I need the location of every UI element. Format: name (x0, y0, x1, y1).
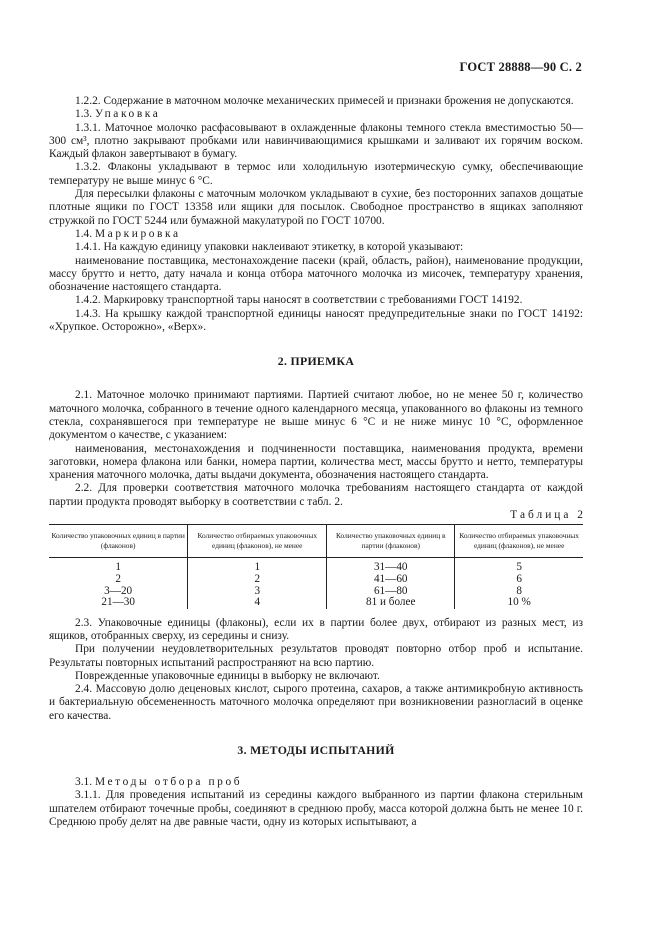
table-cell: 6 (455, 574, 583, 586)
table-cell: 81 и более (327, 597, 455, 609)
paragraph-1-4-2: 1.4.2. Маркировку транспортной тары наносят в соответствии с требованиями ГОСТ 14192. (75, 294, 523, 307)
subheading-3-1-number: 3.1. (75, 776, 93, 789)
paragraph-2-1: 2.1. Маточное молочко принимают партиями. Партией считают любое, но не менее 50 г, количество маточного молочка, собранного в течение одного календарного месяца, упакованного во флаконы из темного стекла, сохранявшегося при температуре не выше минус 6 °С и не ниже минус 10 °С, оформленное документом о качестве, с указанием: (49, 389, 583, 442)
table-cell: 2 (115, 572, 121, 585)
paragraph-1-2-2: 1.2.2. Содержание в маточном молочке механических примесей и признаки брожения не допускаются. (75, 95, 574, 107)
subheading-1-4-title: Маркировка (94, 227, 181, 240)
subheading-3-1-title: Методы отбора проб (94, 776, 243, 789)
table-header-cell: Количество упаковочных единиц в партии (флаконов) (49, 525, 188, 558)
document-body (49, 95, 586, 829)
table-cell: 1 (115, 561, 121, 574)
subheading-1-3-title: Упаковка (94, 108, 161, 121)
table-header-row (49, 525, 583, 558)
table-header-cell: Количество отбираемых упаковочных единиц (флаконов), не менее (455, 525, 583, 558)
paragraph-1-4-3: 1.4.3. На крышку каждой транспортной единицы наносят предупредительные знаки по ГОСТ 14192: «Хрупкое. Осторожно», «Верх». (49, 307, 583, 334)
table-cell: 10 % (455, 597, 583, 609)
table-cell: 61—80 (327, 586, 455, 598)
subheading-1-3 (49, 108, 583, 121)
table-cell: 8 (455, 586, 583, 598)
paragraph-2-1-list: наименования, местонахождения и подчиненности поставщика, наименования продукта, времени заготовки, номера флакона или банки, номера партии, количества мест, массы брутто и нетто, температуры хранения маточного молочка, даты выдачи документа, обозначения настоящего стандарта. (49, 442, 583, 482)
subheading-1-3-number: 1.3. (75, 108, 93, 121)
table-cell: 2 (188, 574, 327, 586)
section-3-heading: 3. МЕТОДЫ ИСПЫТАНИЙ (237, 743, 395, 758)
subheading-1-4 (49, 228, 583, 241)
paragraph-2-3-retest: При получении неудовлетворительных результатов проводят повторно отбор проб и испытание. Результаты повторных испытаний распространяют на всю партию. (49, 643, 583, 669)
table-cell: 3 (188, 586, 327, 598)
table-row (49, 558, 583, 574)
table-cell: 41—60 (327, 574, 455, 586)
table-header-cell: Количество отбираемых упаковочных единиц (флаконов), не менее (188, 525, 327, 558)
table-cell: 1 (188, 558, 327, 574)
paragraph-3-1-1: 3.1.1. Для проведения испытаний из середины каждого выбранного из партии флакона стерильным шпателем отбирают точечные пробы, соединяют в среднюю пробу, масса которой должна быть не менее 10 г. Среднюю пробу делят на две равные части, одну из которых испытывают, а (49, 789, 583, 828)
page-header: ГОСТ 28888—90 С. 2 (459, 60, 582, 74)
paragraph-2-2: 2.2. Для проверки соответствия маточного молочка требованиям настоящего стандарта от каждой партии продукта проводят выборку в соответствии с табл. 2. (49, 482, 583, 508)
subheading-1-4-number: 1.4. (75, 227, 93, 240)
table-cell: 31—40 (327, 558, 455, 574)
section-2-heading: 2. ПРИЕМКА (277, 354, 355, 369)
table-cell: 21—30 (101, 596, 135, 609)
paragraph-shipping: Для пересылки флаконы с маточным молочком укладывают в сухие, без посторонних запахов дощатые плотные ящики по ГОСТ 13358 или ящики для посылок. Свободное пространство в ящиках заполняют стружкой по ГОСТ 5244 или бумажной макулатурой по ГОСТ 10700. (49, 188, 583, 227)
paragraph-1-3-2: 1.3.2. Флаконы укладывают в термос или холодильную изотермическую сумку, обеспечивающие температуру не выше минус 6 °С. (49, 161, 583, 187)
paragraph-2-3-damaged: Поврежденные упаковочные единицы в выборку не включают. (75, 669, 380, 682)
paragraph-2-4: 2.4. Массовую долю деценовых кислот, сырого протеина, сахаров, а также антимикробную активность и бактериальную обсемененность маточного молочка определяют при возникновении разногласий в оценке его качества. (49, 683, 583, 722)
table-cell: 5 (455, 558, 583, 574)
table-cell: 3—20 (104, 584, 133, 597)
subheading-3-1 (49, 776, 583, 789)
paragraph-1-4-1-list: наименование поставщика, местонахождение пасеки (край, область, район), наименование продукции, массу брутто и нетто, дату начала и конца отбора маточного молочка из мисочек, температуру хранения, обозначение настоящего стандарта. (49, 254, 583, 294)
sampling-table (49, 524, 583, 608)
paragraph-1-3-1: 1.3.1. Маточное молочко расфасовывают в охлажденные флаконы темного стекла вместимостью 50—300 см³, плотно закрывают пробками или навинчивающимися крышками и заливают их горячим воском. Каждый флакон завертывают в бумагу. (49, 121, 583, 161)
table-row (49, 597, 583, 609)
table-row (49, 574, 583, 586)
paragraph-1-4-1: 1.4.1. На каждую единицу упаковки наклеивают этикетку, в которой указывают: (75, 241, 464, 254)
table-caption: Таблица 2 (510, 509, 586, 522)
table-cell: 4 (188, 597, 327, 609)
table-header-cell: Количество упаковочных единиц в партии (флаконов) (327, 525, 455, 558)
paragraph-2-3: 2.3. Упаковочные единицы (флаконы), если их в партии более двух, отбирают из разных мест, из ящиков, отобранных сверху, из середины и снизу. (49, 616, 583, 642)
